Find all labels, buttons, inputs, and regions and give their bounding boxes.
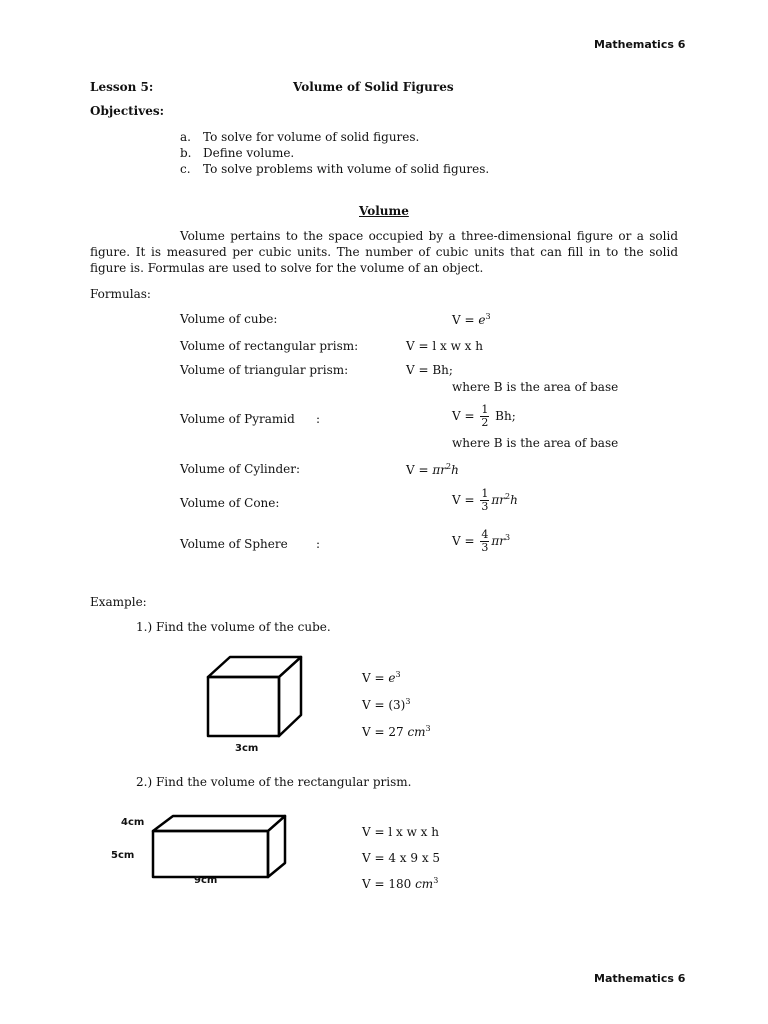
objective-text: Define volume. (203, 146, 295, 160)
example-1-step-1: $V = e^3$ (362, 670, 401, 685)
lesson-label: Lesson 5: (90, 80, 154, 94)
formula-sphere-label: Volume of Sphere (180, 537, 288, 551)
formula-pyramid-colon: : (316, 412, 321, 426)
objectives-heading: Objectives: (90, 104, 165, 118)
prism-side-face (268, 816, 285, 877)
prism-front-face (153, 831, 268, 877)
formula-pyramid-note: where B is the area of base (452, 436, 619, 450)
prism-top-face (153, 816, 285, 831)
example-2-step-3: V = 180 $cm^3$ (362, 876, 439, 891)
example-2-step-2: V = 4 x 9 x 5 (362, 851, 441, 865)
formula-cube: $V = e^3$ (452, 312, 491, 327)
formula-cylinder: $V = \pi r^2h$ (406, 462, 459, 477)
example-2-step-1: V = l x w x h (362, 825, 439, 839)
page-footer: Mathematics 6 (594, 972, 686, 985)
objective-text: To solve for volume of solid figures. (203, 130, 420, 144)
cube-figure (200, 650, 310, 745)
prism-length-label: 9cm (194, 875, 218, 886)
objective-text: To solve problems with volume of solid figures. (203, 162, 490, 176)
example-1-prompt: 1.) Find the volume of the cube. (136, 620, 331, 634)
volume-paragraph: Volume pertains to the space occupied by a three-dimensional figure or a solid figure. It is measured per cubic units. The number of cubic units that can fill in to the solid figure is. Formulas are used to solve for the volume of an object. (90, 229, 678, 275)
fraction: $\frac{4}{3}$ (481, 528, 489, 554)
formula-rect-prism: V = l x w x h (406, 339, 483, 353)
formula-sphere: V = $\frac{4}{3}$ $\pi r^3$ (452, 528, 511, 554)
example-heading: Example: (90, 595, 147, 609)
formula-pyramid-label: Volume of Pyramid (180, 412, 295, 426)
formula-tri-prism-note: where B is the area of base (452, 380, 619, 394)
formula-tri-prism-label: Volume of triangular prism: (180, 363, 349, 377)
example-1-step-3: V = 27 $cm^3$ (362, 724, 431, 739)
fraction: $\frac{1}{2}$ (481, 403, 489, 429)
objective-marker: a. (180, 130, 191, 144)
formula-tri-prism: V = Bh; (406, 363, 453, 377)
lesson-title: Volume of Solid Figures (293, 80, 454, 94)
formula-cube-label: Volume of cube: (180, 312, 278, 326)
cube-top-face (208, 657, 301, 677)
formula-cone: V = $\frac{1}{3}$ $\pi r^2h$ (452, 487, 518, 513)
cube-side-face (279, 657, 301, 736)
formula-rect-prism-label: Volume of rectangular prism: (180, 339, 359, 353)
volume-heading: Volume (359, 204, 409, 218)
cube-dimension-label: 3cm (235, 743, 259, 754)
prism-height-label: 5cm (111, 850, 135, 861)
page-header: Mathematics 6 (594, 38, 686, 51)
example-2-prompt: 2.) Find the volume of the rectangular prism. (136, 775, 412, 789)
formula-cone-label: Volume of Cone: (180, 496, 280, 510)
fraction: $\frac{1}{3}$ (481, 487, 489, 513)
rectangular-prism-figure (148, 810, 293, 882)
formula-cylinder-label: Volume of Cylinder: (180, 462, 301, 476)
example-1-step-2: $V = (3)^3$ (362, 697, 411, 712)
formula-sphere-colon: : (316, 537, 321, 551)
cube-front-face (208, 677, 279, 736)
formulas-heading: Formulas: (90, 287, 151, 301)
objective-marker: c. (180, 162, 191, 176)
objective-marker: b. (180, 146, 192, 160)
prism-depth-label: 4cm (121, 817, 145, 828)
formula-pyramid: V = $\frac{1}{2}$ Bh; (452, 403, 516, 429)
